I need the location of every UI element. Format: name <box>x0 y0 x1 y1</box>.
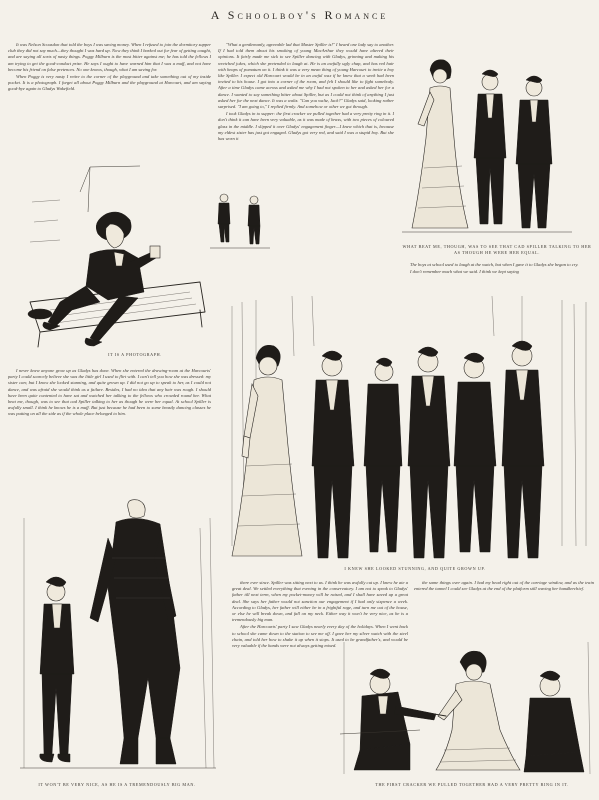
text-block-col3-bottom <box>414 580 594 614</box>
illustration-spiller-talking <box>402 48 592 238</box>
paragraph: The boys at school used to laugh at the watch, but when I gave it to Gladys she began to cry. <box>410 262 579 267</box>
paragraph: When Poggy is very nasty I retire to the corner of the playground and take something out of my inside pocket. It is a photograph. I forget all about Poggy Milburn and the playground at Harcourt, and am saying good-bye again to Gladys Wakefield. <box>8 74 211 92</box>
caption-stunning: I KNEW SHE LOOKED STUNNING, AND QUITE GROWN UP. <box>344 566 486 571</box>
text-block-col1-top <box>8 42 211 138</box>
illustration-cracker <box>340 634 594 776</box>
illustration-big-man <box>20 498 220 774</box>
text-block-col3-mid <box>402 262 592 284</box>
text-block-col1-mid <box>8 368 211 508</box>
caption-equal: WHAT BEAT ME, THOUGH, WAS TO SEE THAT CAD SPILLER TALKING TO HER AS THOUGH HE WERE HER EQUAL. <box>402 244 592 255</box>
caption-cracker: THE FIRST CRACKER WE PULLED TOGETHER HAD A VERY PRETTY RING IN IT. <box>375 782 569 787</box>
paragraph: I took Gladys in to supper: the first cracker we pulled together had a very pretty ring in it. I don't think it can have been very valuable, as it was made of brass, with two pieces of coloured glass in the middle. I slipped it over Gladys' engagement finger—I knew which that is, because my eldest sister has just got engaged. Gladys got very red, and said I was a stupid boy. But she has worn it <box>218 111 394 142</box>
paragraph: It was Nelson Scousdon that told the boys I was saving money. When I refused to join the dormitory supper club they did not say much—they thought I was hard up. Now they think I barked out for fear of getting caught, and are saying all sorts of nasty things. Poggy Milburn is the most bitter against me; he has told the fellows I am trying to get the good-conduct prize. He says I ought to have warned him that I was a muff, and not have become his friend on false pretences. No one knows, though, what I am saving for. <box>8 42 211 72</box>
illustration-grown-up <box>222 296 594 560</box>
paragraph: I don't remember much what we said. I think we kept saying <box>410 269 519 275</box>
article-title: A Schoolboy's Romance <box>210 8 389 22</box>
paragraph: After the Harcourts' party I saw Gladys nearly every day of the holidays. When I went back to school she came down to the station to see me off. I gave her my silver watch with the steel chain, and told her how to shake it up when it stops. It used to be grandfather's, and would be very valuable if the hands were not always getting mixed. <box>232 624 408 649</box>
paragraph: there ever since. Spiller was sitting next to us. I think he was awfully cut up. I knew he ate a great deal. We settled everything that evening in the conservatory. I am not to speak to Gladys' father till next term, when my pocket-money will be raised, and I shall have saved up a great deal. She says her father would not sanction our engagement if I had only sixpence a week. According to Gladys, her father will either be in a frightful rage, and turn me out of the house, or else he will break down, and fall on my neck. Either way it won't be very nice, as he is a tremendously big man. <box>232 580 408 623</box>
paragraph: "What a gentlemanly, agreeable lad that Master Spiller is!" I heard one lady say to another. If I had told them about his smoking of young MacArthur they would have altered their opinions. It fairly made me sick to see Spiller dancing with Gladys, grinning and making his wretched jokes, which she pretended to laugh at. He is an awfully ugly chap, and has red hair with heaps of pomatum on it. I think it was a very mean thing of young Harcourt to invite a boy like Spiller. I expect old Harcourt would be in an awful wax if he knew that a week had been invited to his house. I got into a corner of the room, and felt I should like to fight somebody. After a time Gladys came across and asked me why I had not spoken to her and asked her for a dance. I wanted to say something bitter about Spiller, but as I could not think of anything I just asked her for the next dance. It was a waltz. "Can you waltz, Jack?" Gladys said, looking rather surprised. "I am going to," I replied firmly. And somehow or other we got through. <box>218 42 394 110</box>
caption-photograph: IT IS A PHOTOGRAPH. <box>108 352 162 357</box>
paragraph: I never knew anyone grow up as Gladys has done. When she entered the drawing-room at the Harcourts' party I could scarcely believe she was the little girl I used to flirt with. I can't tell you how she was dressed: my sister can; but I know she looked stunning, and quite grown up. I did not go up to speak to her, as I could not dance, and was afraid she would think us a failure. Besides, I had no idea that any hair was rough. I should have been quite contented to have sat and watched her talking to the fellows who crowded round her. What beat me, though, was to see that cad Spiller talking to her as though he were her equal. At school Spiller is awfully small. I think he knows he is a muff. But just because he had been to some beastly dancing classes he was putting on all the side as if the whole place belonged to him. <box>8 368 211 417</box>
caption-big-man: IT WON'T BE VERY NICE, AS HE IS A TREMENDOUSLY BIG MAN. <box>38 782 196 787</box>
paragraph: the same things over again. I had my head right out of the carriage window, and as the train entered the tunnel I could see Gladys at the end of the platform still waving her handkerchief. <box>414 580 594 592</box>
